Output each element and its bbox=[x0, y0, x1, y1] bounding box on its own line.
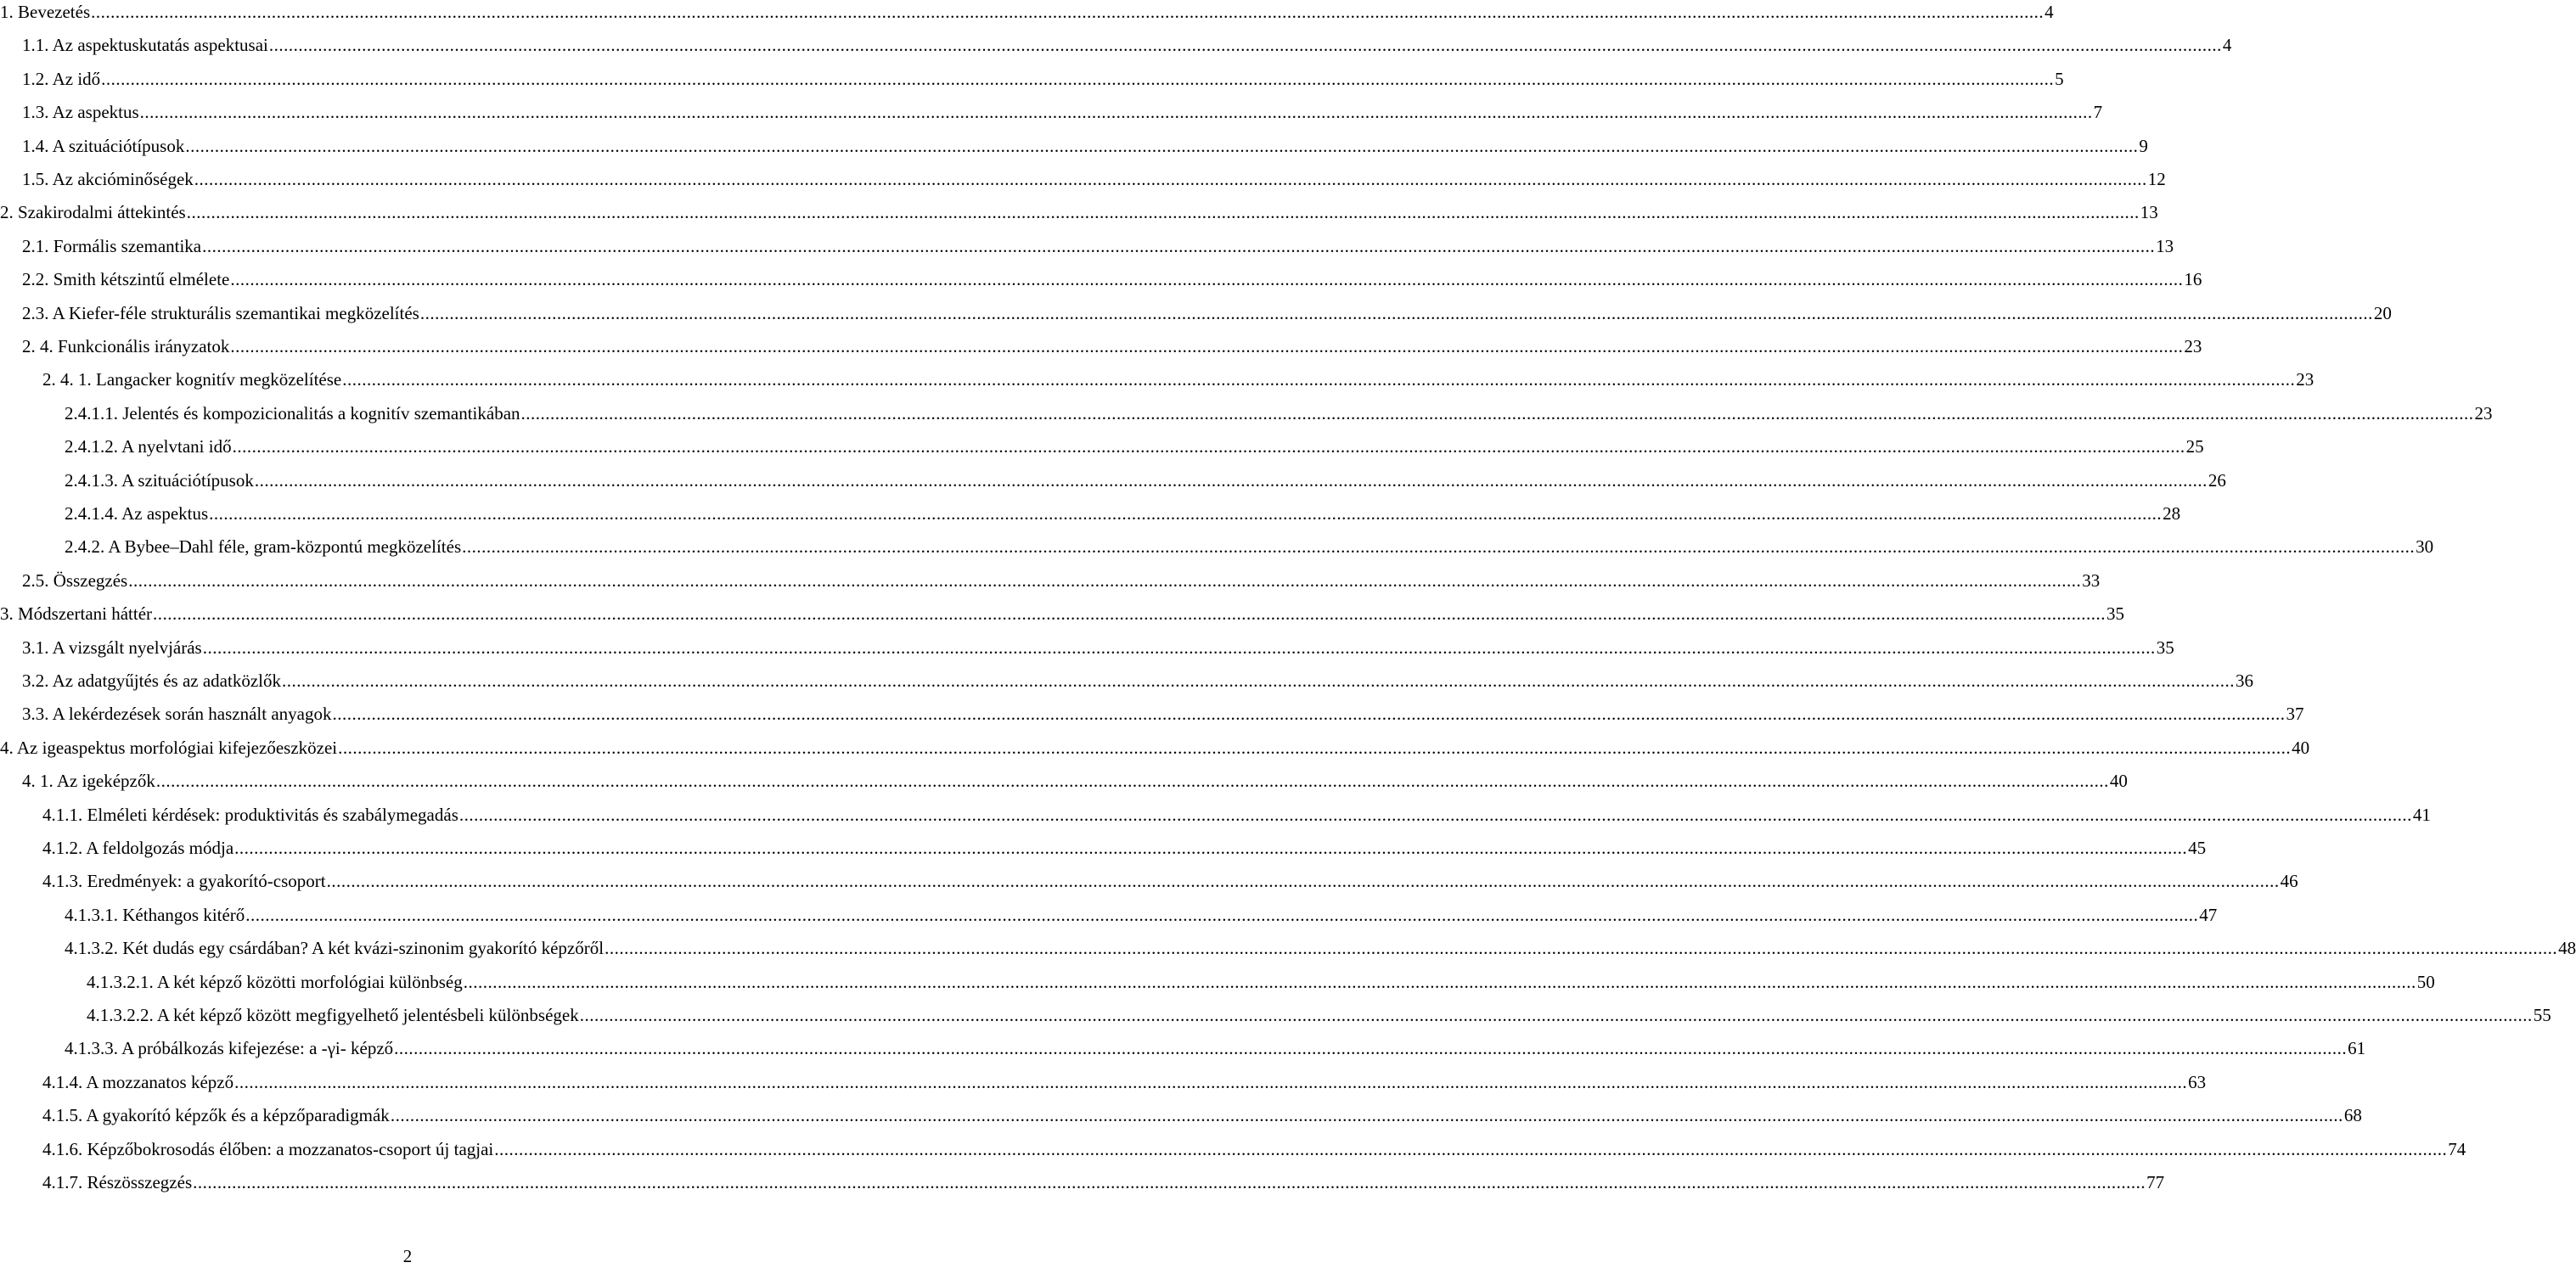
toc-entry-title: 1.4. A szituációtípusok bbox=[22, 135, 185, 156]
toc-dot-leader: ................................................................................................................................................................................................................................................................................................................................................................................................................ bbox=[230, 336, 2184, 356]
toc-entry-page: 26 bbox=[2208, 469, 2226, 491]
toc-entry[interactable] bbox=[22, 67, 2064, 91]
toc-dot-leader: ................................................................................................................................................................................................................................................................................................................................................................................................................ bbox=[230, 269, 2184, 290]
toc-entry[interactable] bbox=[65, 468, 2226, 492]
toc-entry[interactable] bbox=[22, 669, 2253, 693]
toc-entry[interactable] bbox=[42, 1170, 2165, 1194]
toc-entry-page: 45 bbox=[2188, 838, 2207, 858]
toc-entry-page: 74 bbox=[2448, 1138, 2466, 1159]
toc-entry-page: 68 bbox=[2343, 1105, 2362, 1126]
toc-entry-title: 2.4.1.2. A nyelvtani idő bbox=[65, 436, 232, 457]
toc-dot-leader: ................................................................................................................................................................................................................................................................................................................................................................................................................ bbox=[209, 503, 2163, 524]
toc-entry[interactable] bbox=[42, 869, 2298, 893]
toc-entry-page: 23 bbox=[2474, 402, 2493, 424]
toc-entry-page: 63 bbox=[2188, 1071, 2207, 1092]
toc-entry[interactable] bbox=[22, 769, 2128, 793]
toc-entry[interactable] bbox=[65, 1036, 2366, 1060]
toc-entry-title: 4.1.6. Képzőbokrosodás élőben: a mozzanatos-csoport új tagjai bbox=[42, 1138, 494, 1159]
toc-entry-page: 4 bbox=[2044, 2, 2054, 22]
toc-entry-page: 28 bbox=[2163, 503, 2181, 524]
toc-entry[interactable] bbox=[42, 1070, 2207, 1094]
toc-entry[interactable] bbox=[65, 535, 2434, 558]
toc-entry[interactable] bbox=[42, 367, 2314, 391]
toc-entry-page: 25 bbox=[2185, 436, 2204, 457]
toc-dot-leader: ................................................................................................................................................................................................................................................................................................................................................................................................................ bbox=[202, 235, 2156, 256]
toc-entry-title: 2.5. Összegzés bbox=[22, 569, 128, 591]
toc-entry-page: 5 bbox=[2055, 68, 2064, 89]
toc-dot-leader: ................................................................................................................................................................................................................................................................................................................................................................................................................ bbox=[245, 904, 2199, 925]
toc-entry[interactable] bbox=[22, 636, 2174, 659]
toc-entry[interactable] bbox=[22, 267, 2202, 291]
toc-entry-page: 4 bbox=[2222, 35, 2232, 56]
toc-entry-title: 4.1.3.2.1. A két képző közötti morfológiai különbség bbox=[87, 971, 463, 992]
toc-entry[interactable] bbox=[87, 970, 2435, 994]
toc-dot-leader: ................................................................................................................................................................................................................................................................................................................................................................................................................ bbox=[390, 1105, 2343, 1126]
toc-dot-leader: ................................................................................................................................................................................................................................................................................................................................................................................................................ bbox=[186, 202, 2140, 223]
toc-entry[interactable] bbox=[22, 33, 2232, 57]
toc-entry-title: 4.1.3.2.2. A két képző között megfigyelhető jelentésbeli különbségek bbox=[87, 1005, 579, 1025]
toc-entry-page: 61 bbox=[2348, 1038, 2366, 1059]
toc-entry[interactable] bbox=[42, 1103, 2362, 1127]
toc-entry[interactable] bbox=[22, 134, 2148, 158]
toc-dot-leader: ................................................................................................................................................................................................................................................................................................................................................................................................................ bbox=[193, 1172, 2146, 1192]
toc-entry-title: 4.1.3. Eredmények: a gyakorító-csoport bbox=[42, 871, 326, 892]
toc-dot-leader: ................................................................................................................................................................................................................................................................................................................................................................................................................ bbox=[128, 569, 2082, 591]
toc-dot-leader: ................................................................................................................................................................................................................................................................................................................................................................................................................ bbox=[332, 704, 2286, 725]
toc-entry-page: 40 bbox=[2292, 737, 2310, 758]
toc-dot-leader: ................................................................................................................................................................................................................................................................................................................................................................................................................ bbox=[202, 637, 2156, 658]
toc-dot-leader: ................................................................................................................................................................................................................................................................................................................................................................................................................ bbox=[234, 1071, 2188, 1092]
toc-dot-leader: ................................................................................................................................................................................................................................................................................................................................................................................................................ bbox=[281, 670, 2235, 691]
toc-entry-page: 48 bbox=[2558, 938, 2576, 959]
toc-entry-page: 35 bbox=[2156, 637, 2174, 658]
toc-entry-page: 50 bbox=[2416, 971, 2435, 992]
toc-entry-title: 4.1.3.1. Kéthangos kitérő bbox=[65, 904, 245, 925]
toc-entry-title: 4.1.5. A gyakorító képzők és a képzőparadigmák bbox=[42, 1105, 390, 1126]
toc-dot-leader: ................................................................................................................................................................................................................................................................................................................................................................................................................ bbox=[153, 603, 2106, 625]
toc-entry-title: 3.3. A lekérdezések során használt anyagok bbox=[22, 704, 332, 725]
toc-entry-title: 2.4.2. A Bybee–Dahl féle, gram-központú megközelítés bbox=[65, 536, 462, 558]
toc-dot-leader: ................................................................................................................................................................................................................................................................................................................................................................................................................ bbox=[338, 737, 2292, 758]
toc-entry-title: 3. Módszertani háttér bbox=[0, 603, 153, 625]
toc-entry-title: 2.3. A Kiefer-féle strukturális szemantikai megközelítés bbox=[22, 302, 419, 323]
toc-entry-page: 30 bbox=[2416, 536, 2434, 558]
toc-entry-title: 4.1.3.2. Két dudás egy csárdában? A két kvázi-szinonim gyakorító képzőről bbox=[65, 938, 605, 959]
toc-entry-title: 2.4.1.4. Az aspektus bbox=[65, 503, 209, 524]
toc-dot-leader: ................................................................................................................................................................................................................................................................................................................................................................................................................ bbox=[394, 1038, 2348, 1059]
toc-dot-leader: ................................................................................................................................................................................................................................................................................................................................................................................................................ bbox=[462, 536, 2416, 558]
toc-dot-leader: ................................................................................................................................................................................................................................................................................................................................................................................................................ bbox=[342, 369, 2296, 390]
toc-entry[interactable] bbox=[65, 401, 2493, 425]
toc-entry-title: 2.4.1.1. Jelentés és kompozicionalitás a kognitív szemantikában bbox=[65, 402, 520, 424]
toc-dot-leader: ................................................................................................................................................................................................................................................................................................................................................................................................................ bbox=[268, 35, 2222, 56]
toc-entry[interactable] bbox=[65, 502, 2181, 525]
toc-entry-title: 4.1.2. A feldolgozás módja bbox=[42, 838, 234, 858]
toc-entry-title: 4.1.4. A mozzanatos képző bbox=[42, 1071, 234, 1092]
toc-entry-title: 4. Az igeaspektus morfológiai kifejezőeszközei bbox=[0, 737, 338, 758]
toc-entry[interactable] bbox=[42, 1137, 2466, 1161]
toc-entry-page: 35 bbox=[2106, 603, 2125, 625]
toc-entry-page: 9 bbox=[2139, 135, 2148, 156]
toc-entry-title: 2.4.1.3. A szituációtípusok bbox=[65, 469, 254, 491]
toc-entry[interactable] bbox=[22, 234, 2174, 258]
toc-entry[interactable] bbox=[22, 167, 2166, 191]
toc-entry-title: 1. Bevezetés bbox=[0, 2, 91, 22]
toc-dot-leader: ................................................................................................................................................................................................................................................................................................................................................................................................................ bbox=[494, 1138, 2448, 1159]
toc-entry-page: 41 bbox=[2412, 804, 2431, 825]
toc-entry-page: 33 bbox=[2082, 569, 2101, 591]
toc-entry[interactable] bbox=[0, 602, 2125, 626]
toc-entry-page: 36 bbox=[2235, 670, 2253, 691]
toc-entry-title: 4. 1. Az igeképzők bbox=[22, 771, 155, 792]
toc-entry[interactable] bbox=[42, 803, 2431, 827]
toc-dot-leader: ................................................................................................................................................................................................................................................................................................................................................................................................................ bbox=[185, 135, 2139, 156]
toc-dot-leader: ................................................................................................................................................................................................................................................................................................................................................................................................................ bbox=[232, 436, 2185, 457]
toc-entry-title: 2.1. Formális szemantika bbox=[22, 235, 202, 256]
toc-dot-leader: ................................................................................................................................................................................................................................................................................................................................................................................................................ bbox=[605, 938, 2558, 959]
toc-entry-title: 1.3. Az aspektus bbox=[22, 102, 139, 123]
toc-entry-page: 77 bbox=[2146, 1172, 2165, 1192]
toc-entry-page: 47 bbox=[2199, 904, 2218, 925]
toc-entry-page: 20 bbox=[2373, 302, 2392, 323]
toc-entry-page: 46 bbox=[2280, 871, 2298, 892]
toc-dot-leader: ................................................................................................................................................................................................................................................................................................................................................................................................................ bbox=[139, 102, 2093, 123]
toc-entry[interactable] bbox=[65, 435, 2204, 458]
toc-dot-leader: ................................................................................................................................................................................................................................................................................................................................................................................................................ bbox=[463, 971, 2416, 992]
toc-dot-leader: ................................................................................................................................................................................................................................................................................................................................................................................................................ bbox=[419, 302, 2373, 323]
toc-dot-leader: ................................................................................................................................................................................................................................................................................................................................................................................................................ bbox=[458, 804, 2412, 825]
toc-dot-leader: ................................................................................................................................................................................................................................................................................................................................................................................................................ bbox=[326, 871, 2280, 892]
toc-entry-title: 4.1.7. Részösszegzés bbox=[42, 1172, 193, 1192]
toc-entry-page: 13 bbox=[2156, 235, 2174, 256]
toc-entry-page: 16 bbox=[2184, 269, 2202, 290]
toc-entry-title: 2.2. Smith kétszintű elmélete bbox=[22, 269, 230, 290]
toc-entry[interactable] bbox=[22, 702, 2304, 726]
toc-entry[interactable] bbox=[65, 903, 2218, 927]
toc-entry-title: 4.1.1. Elméleti kérdések: produktivitás és szabálymegadás bbox=[42, 804, 458, 825]
toc-entry[interactable] bbox=[0, 736, 2310, 760]
toc-entry-page: 23 bbox=[2296, 369, 2314, 390]
toc-entry-title: 1.1. Az aspektuskutatás aspektusai bbox=[22, 35, 268, 56]
toc-entry[interactable] bbox=[22, 334, 2202, 358]
toc-entry[interactable] bbox=[42, 836, 2207, 860]
toc-dot-leader: ................................................................................................................................................................................................................................................................................................................................................................................................................ bbox=[101, 68, 2055, 89]
toc-entry-page: 37 bbox=[2286, 704, 2304, 725]
toc-dot-leader: ................................................................................................................................................................................................................................................................................................................................................................................................................ bbox=[234, 838, 2188, 858]
toc-entry-page: 13 bbox=[2140, 202, 2158, 223]
toc-entry-title: 3.2. Az adatgyűjtés és az adatközlők bbox=[22, 670, 281, 691]
toc-entry[interactable] bbox=[22, 569, 2101, 592]
toc-dot-leader: ................................................................................................................................................................................................................................................................................................................................................................................................................ bbox=[155, 771, 2109, 792]
toc-entry-title: 4.1.3.3. A próbálkozás kifejezése: a -γi- képző bbox=[65, 1038, 394, 1059]
toc-entry-title: 1.2. Az idő bbox=[22, 68, 101, 89]
toc-entry-title: 1.5. Az akcióminőségek bbox=[22, 169, 194, 189]
toc-entry-title: 2. 4. 1. Langacker kognitív megközelítése bbox=[42, 369, 342, 390]
toc-entry-page: 55 bbox=[2533, 1005, 2551, 1025]
toc-dot-leader: ................................................................................................................................................................................................................................................................................................................................................................................................................ bbox=[520, 402, 2474, 424]
toc-entry-title: 2. 4. Funkcionális irányzatok bbox=[22, 336, 230, 356]
toc-entry[interactable] bbox=[22, 100, 2103, 124]
toc-entry-title: 2. Szakirodalmi áttekintés bbox=[0, 202, 186, 223]
page-number: 2 bbox=[402, 1246, 413, 1266]
toc-entry-page: 40 bbox=[2109, 771, 2128, 792]
toc-entry[interactable] bbox=[87, 1003, 2551, 1027]
toc-entry[interactable] bbox=[22, 301, 2392, 325]
toc-dot-leader: ................................................................................................................................................................................................................................................................................................................................................................................................................ bbox=[579, 1005, 2533, 1025]
toc-entry-page: 12 bbox=[2147, 169, 2166, 189]
toc-entry-page: 23 bbox=[2184, 336, 2202, 356]
toc-entry[interactable] bbox=[0, 0, 2054, 24]
toc-dot-leader: ................................................................................................................................................................................................................................................................................................................................................................................................................ bbox=[254, 469, 2208, 491]
toc-entry[interactable] bbox=[0, 200, 2158, 224]
toc-dot-leader: ................................................................................................................................................................................................................................................................................................................................................................................................................ bbox=[91, 2, 2044, 22]
toc-entry[interactable] bbox=[65, 936, 2576, 960]
toc-dot-leader: ................................................................................................................................................................................................................................................................................................................................................................................................................ bbox=[194, 169, 2147, 189]
toc-entry-page: 7 bbox=[2093, 102, 2103, 123]
toc-entry-title: 3.1. A vizsgált nyelvjárás bbox=[22, 637, 202, 658]
